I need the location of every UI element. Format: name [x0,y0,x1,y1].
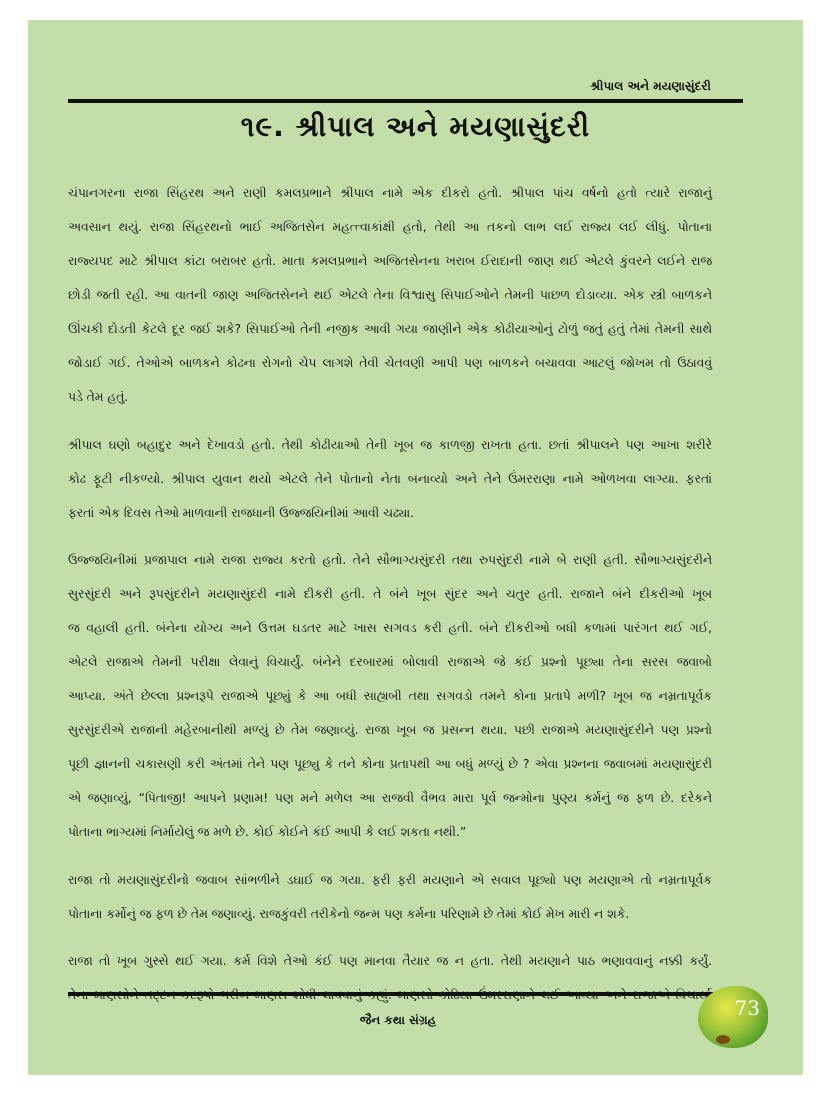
paragraph [68,428,712,530]
text-line: એટલે રાજાએ તેમની પરીક્ષા લેવાનું વિચાર્યું. બંનેને દરબારમાં બોલાવી રાજાએ જે કંઈ પ્રશ્નો પૂછ્યા તેના સરસ જવાબો [68,655,712,669]
leaf-page-number-badge [698,986,768,1048]
body-text [68,176,712,1026]
header-rule [68,99,743,103]
text-line: કોઢ ફૂટી નીકળ્યો. શ્રીપાલ યુવાન થયો એટલે તેને પોતાનો નેતા બનાવ્યો અને તેને ઉંમરરાણા નામે ઓળખવા લાગ્યા. ફરતાં [68,471,712,486]
text-line: એ જણાવ્યું, “પિતાજી! આપને પ્રણામ! પણ મને મળેલ આ રાજવી વૈભવ મારા પૂર્વ જન્મોના પુણ્ય કર્મનું જ ફળ છે. દરેકને [68,791,712,805]
text-line: પૂછી જ્ઞાનની ચકાસણી કરી અંતમાં તેને પણ પૂછ્યુ કે તને કોના પ્રતાપથી આ બધું મળ્યું છે ? એવા પ્રશ્નના જવાબમાં મયણાસુંદરી [68,757,712,771]
text-line: શ્રીપાલ ઘણો બહાદુર અને દેખાવડો હતો. તેથી કોઢીયાઓ તેની ખૂબ જ કાળજી રાખતા હતા. છતાં શ્રીપાલને પણ આખા શરીરે [68,437,712,452]
page-number: 73 [734,996,760,1020]
text-line: છોડી જતી રહી. આ વાતની જાણ અજિતસેનને થઈ એટલે તેના વિશ્વાસુ સિપાઈઓને તેમની પાછળ દોડાવ્યા. એક સ્ત્રી બાળકને [68,288,712,302]
chapter-title: ૧૯. શ્રીપાલ અને મયણાસુંદરી [240,110,591,143]
text-line: ઉજ્જયિનીમાં પ્રજાપાલ નામે રાજા રાજ્ય કરતો હતો. તેને સૌભાગ્યસુંદરી તથા રુપસુંદરી નામે બે રાણી હતી. સૌભાગ્યસુંદરીને [68,553,712,567]
paragraph [68,944,712,1012]
footer-book-title: જૈન કથા સંગ્રહ [359,1013,437,1027]
running-head: શ્રીપાલ અને મયણાસુંદરી [590,79,711,93]
text-line: રાજા તો મયણાસુંદરીનો જવાબ સાંભળીને ડઘાઈ જ ગયા. ફરી ફરી મયણાને એ સવાલ પૂછ્યો પણ મયણાએ તો નમ્રતાપૂર્વક [68,872,712,887]
paragraph [68,863,712,931]
leaf-spot-decoration [716,1035,730,1044]
text-line: ફરતાં એક દિવસ તેઓ માળવાની રાજધાની ઉજ્જયિનીમાં આવી ચઢ્યા. [68,505,415,520]
page [28,20,803,1075]
text-line: પડે તેમ હતું. [68,390,129,404]
footer-rule [68,992,743,996]
text-line: ઊંચકી દોડતી કેટલે દૂર જઈ શકે? સિપાઈઓ તેની નજીક આવી ગયા જાણીને એક કોઢીયાઓનું ટોળું જતું હતું તેમાં તેમની સાથે [68,322,712,336]
text-line: પોતાના કર્મોનું જ ફળ છે તેમ જણાવ્યું. રાજકુંવરી તરીકેનો જન્મ પણ કર્મના પરિણામે છે તેમાં કોઈ મેખ મારી ન શકે. [68,906,630,921]
text-line: ચંપાનગરના રાજા સિંહરથ અને રાણી કમલપ્રભાને શ્રીપાલ નામે એક દીકરો હતો. શ્રીપાલ પાંચ વર્ષનો હતો ત્યારે રાજાનું [68,186,712,200]
paragraph [68,543,712,849]
text-line: અવસાન થયું. રાજા સિંહરથનો ભાઈ અજિતસેન મહત્ત્વાકાંક્ષી હતો, તેથી આ તકનો લાભ લઈ રાજ્ય લઈ લીધું. પોતાના [68,220,712,234]
text-line: પોતાના ભાગ્યમાં નિર્માયેલું જ મળે છે. કોઈ કોઈને કંઈ આપી કે લઈ શકતા નથી.” [68,825,467,839]
paragraph [68,176,712,414]
text-line: જોડાઈ ગઈ. તેઓએ બાળકને કોઢના રોગનો ચેપ લાગશે તેવી ચેતવણી આપી પણ બાળકને બચાવવા આટલું જોખમ તો ઉઠાવવું [68,356,712,370]
text-line: સુરસુંદરી અને રૂપસુંદરીને મયણાસુંદરી નામે દીકરી હતી. તે બંને ખૂબ સુંદર અને ચતુર હતી. રાજાને બંને દીકરીઓ ખૂબ [68,587,712,601]
text-line: સુરસુંદરીએ રાજાની મહેરબાનીથી મળ્યું છે તેમ જણાવ્યું. રાજા ખૂબ જ પ્રસન્ન થયા. પછી રાજાએ મયણાસુંદરીને પણ પ્રશ્નો [68,723,712,737]
text-line: આપ્યા. અંતે છેલ્લા પ્રશ્નરૂપે રાજાએ પૂછ્યું કે આ બધી સાહ્યબી તથા સગવડો તમને કોના પ્રતાપે મળી? ખૂબ જ નમ્રતાપૂર્વક [68,689,712,703]
text-line: જ વહાલી હતી. બંનેના યોગ્ય અને ઉત્તમ ઘડતર માટે ખાસ સગવડ કરી હતી. બંને દીકરીઓ બધી કળામાં પારંગત થઈ ગઈ, [68,621,712,635]
text-line: રાજા તો ખૂબ ગુસ્સે થઈ ગયા. કર્મ વિશે તેઓ કંઈ પણ માનવા તૈયાર જ ન હતા. તેથી મયણાને પાઠ ભણાવવાનું નક્કી કર્યું. [68,954,712,968]
text-line: રાજ્યપદ માટે શ્રીપાલ કાંટા બરાબર હતો. માતા કમલપ્રભાને અજિતસેનના ખરાબ ઈરાદાની જાણ થઈ એટલે કુંવરને લઈને રાજ [68,254,712,268]
